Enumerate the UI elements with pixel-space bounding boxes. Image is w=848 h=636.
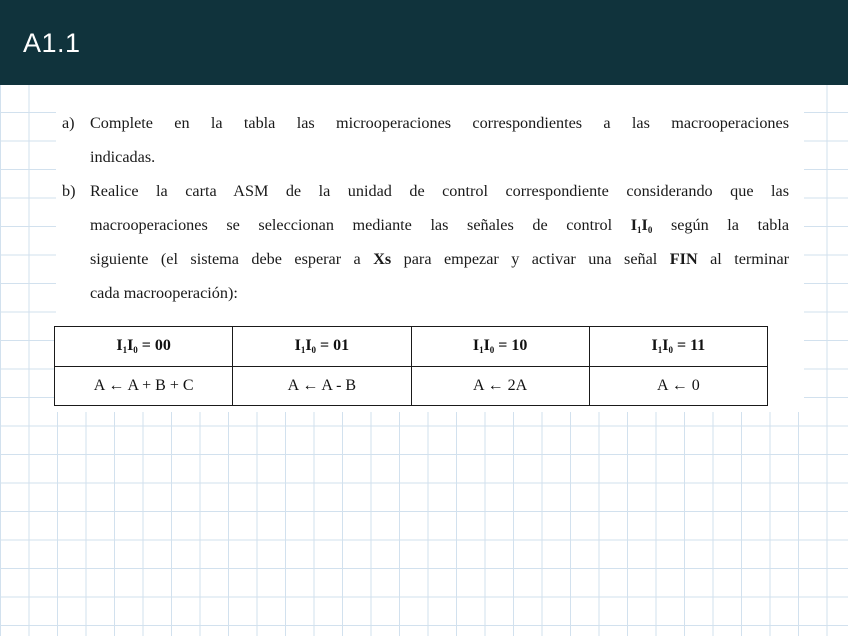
item-b-line-2-pre: macrooperaciones se seleccionan mediante las señales de control <box>90 216 613 234</box>
table-header-cell: $I_1I_0 = 10$ <box>411 327 589 367</box>
table-header-cell: $I_1I_0 = 11$ <box>589 327 767 367</box>
operation-cell: A ← A - B <box>233 366 411 406</box>
operation-cell: A ← 0 <box>589 366 767 406</box>
table-header-row <box>55 327 768 367</box>
item-b-line-2-post: según la tabla <box>670 216 789 234</box>
operation-cell: A ← 2A <box>411 366 589 406</box>
control-signals: $I_1I_0$ <box>630 216 653 235</box>
item-b-line-2 <box>90 208 789 242</box>
item-a-line-2: indicadas. <box>90 148 156 166</box>
control-table <box>54 326 768 406</box>
page-title: A1.1 <box>23 28 81 58</box>
operation-cell: A ← A + B + C <box>55 366 233 406</box>
item-b-letter: b) <box>62 182 76 200</box>
xs-signal: Xs <box>373 250 392 268</box>
item-b <box>62 174 789 310</box>
item-b-line-1: Realice la carta ASM de la unidad de control correspondiente considerando que las <box>90 182 789 200</box>
item-a <box>62 106 789 174</box>
fin-signal: FIN <box>669 250 698 268</box>
item-a-line-1: Complete en la tabla las microoperaciones correspondientes a las macrooperaciones <box>90 114 789 132</box>
header-bar <box>0 0 848 85</box>
table-header-cell: $I_1I_0 = 01$ <box>233 327 411 367</box>
item-a-letter: a) <box>62 114 75 132</box>
table-row <box>55 366 768 406</box>
item-b-line-4: cada macrooperación): <box>90 284 238 302</box>
table-header-cell: $I_1I_0 = 00$ <box>55 327 233 367</box>
item-b-line-3: siguiente (el sistema debe esperar a Xs para empezar y activar una señal FIN al terminar <box>90 250 789 268</box>
